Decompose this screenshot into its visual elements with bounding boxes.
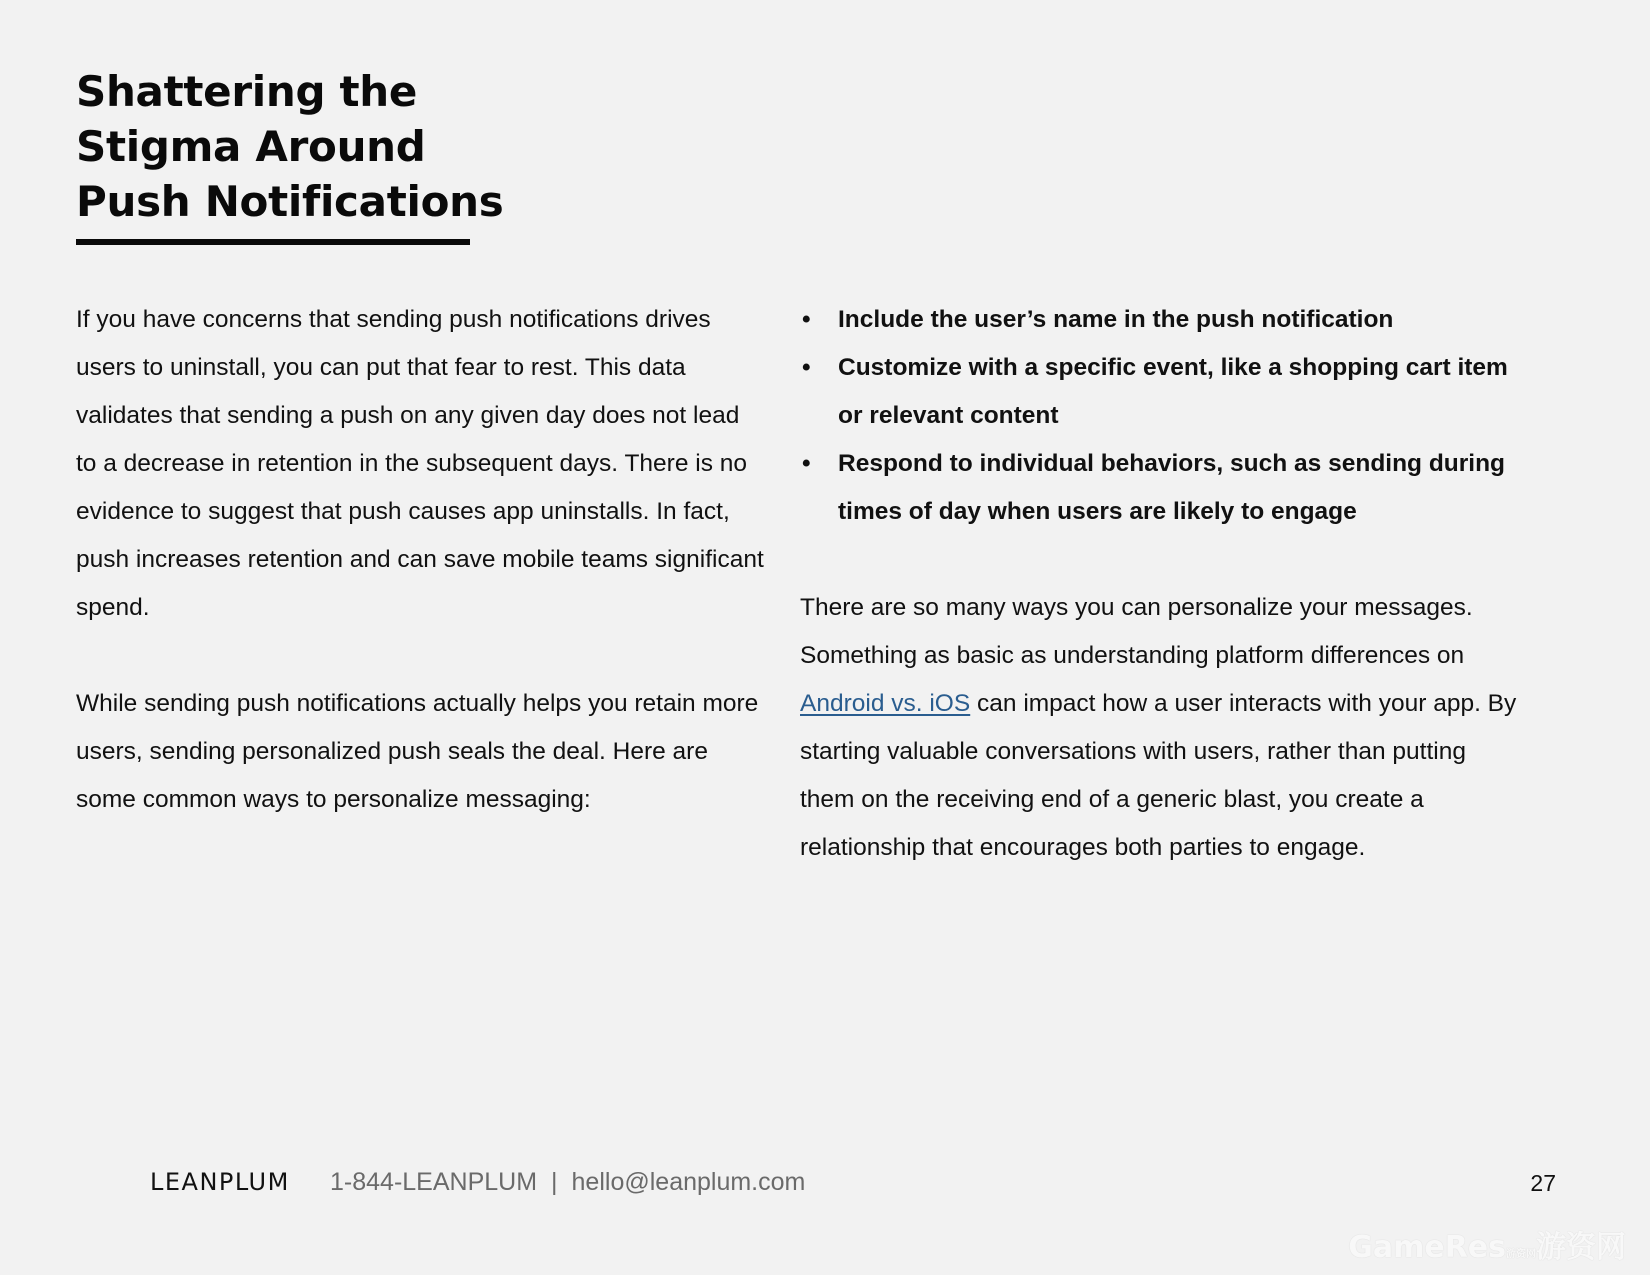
- bullet-icon: •: [802, 306, 811, 333]
- watermark-cn: 游资网: [1536, 1230, 1626, 1265]
- title-underline: [76, 239, 470, 245]
- platform-paragraph: [800, 584, 1520, 872]
- list-item: [800, 296, 1520, 344]
- right-column: [800, 296, 1520, 872]
- page-title: [76, 64, 503, 229]
- title-line-1: Shattering the: [76, 67, 418, 116]
- page-number: 27: [1530, 1170, 1556, 1196]
- list-item: [800, 344, 1520, 440]
- footer-separator: |: [551, 1168, 558, 1196]
- watermark-small: 游资网: [1506, 1249, 1536, 1260]
- left-column: [76, 296, 766, 824]
- list-item-text: Customize with a specific event, like a shopping cart item or relevant content: [838, 354, 1508, 429]
- footer-phone: 1-844-LEANPLUM: [330, 1168, 538, 1196]
- watermark: [1348, 1222, 1626, 1266]
- platform-paragraph-end: can impact how a user interacts with your app. By starting valuable conversations with users, rather than putting them on the receiving end of a generic blast, you create a relationship that encourages both parties to engage.: [800, 690, 1517, 861]
- intro-paragraph: If you have concerns that sending push notifications drives users to uninstall, you can put that fear to rest. This data validates that sending a push on any given day does not lead to a decrease in retention in the subsequent days. There is no evidence to suggest that push causes app uninstalls. In fact, push increases retention and can save mobile teams significant spend.: [76, 306, 764, 621]
- leanplum-logo: LEANPLUM: [150, 1168, 290, 1196]
- watermark-text: GameRes: [1348, 1230, 1506, 1265]
- list-item: [800, 440, 1520, 536]
- list-item-text: Include the user’s name in the push notification: [838, 306, 1394, 333]
- footer-contact: [330, 1168, 805, 1197]
- footer-email: hello@leanplum.com: [571, 1168, 806, 1196]
- personalization-list: [800, 296, 1520, 536]
- bullet-icon: •: [802, 354, 811, 381]
- bullet-icon: •: [802, 450, 811, 477]
- android-vs-ios-link[interactable]: Android vs. iOS: [800, 690, 971, 717]
- title-line-3: Push Notifications: [76, 177, 504, 226]
- title-line-2: Stigma Around: [76, 122, 426, 171]
- list-item-text: Respond to individual behaviors, such as sending during times of day when users are likely to engage: [838, 450, 1506, 525]
- personalization-paragraph: While sending push notifications actually helps you retain more users, sending personalized push seals the deal. Here are some common ways to personalize messaging:: [76, 690, 759, 813]
- platform-paragraph-start: There are so many ways you can personalize your messages. Something as basic as understanding platform differences on: [800, 594, 1473, 669]
